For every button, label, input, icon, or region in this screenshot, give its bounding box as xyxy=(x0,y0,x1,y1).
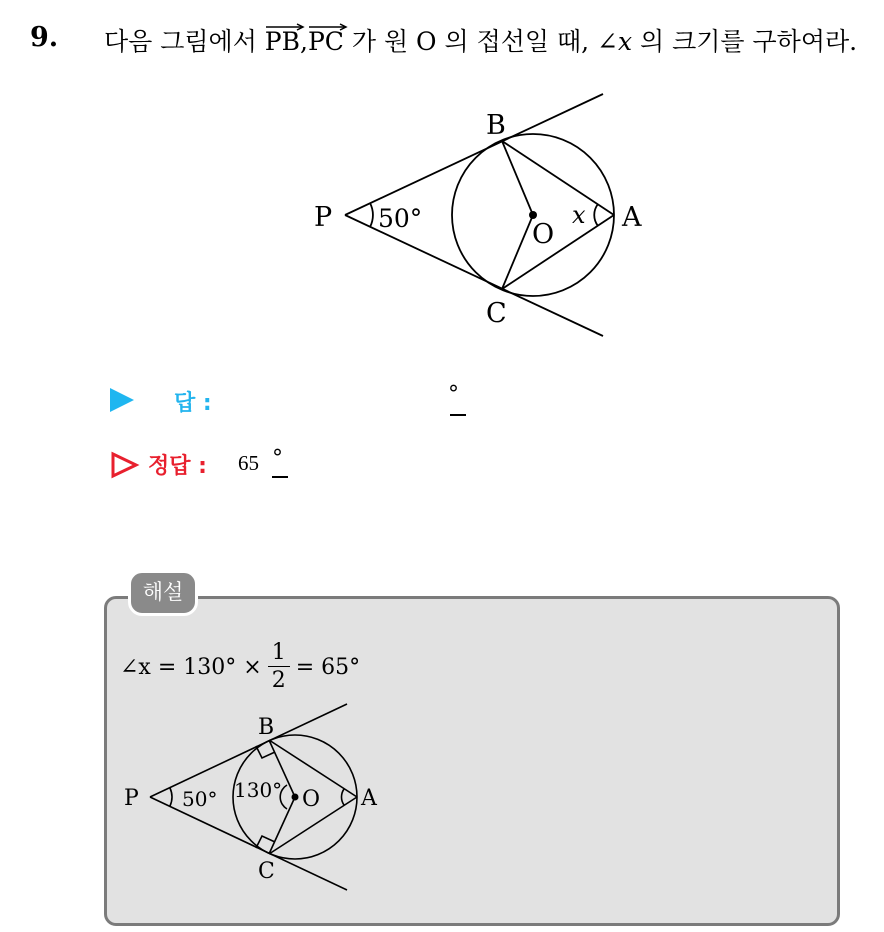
question-text-before: 다음 그림에서 xyxy=(104,27,265,56)
label-p-2: P xyxy=(124,786,139,811)
formula-rhs: = 65° xyxy=(295,655,361,680)
label-b-2: B xyxy=(258,715,275,740)
vector-arrow-icon xyxy=(308,23,348,31)
correct-answer-underline xyxy=(272,476,288,478)
question-text xyxy=(104,22,857,58)
vector-pc-label: PC xyxy=(307,27,344,56)
correct-arrow-icon xyxy=(110,451,140,479)
fraction xyxy=(268,640,290,695)
correct-answer-label: 정답 : xyxy=(148,454,207,479)
angle-a-arc xyxy=(594,204,598,226)
fraction-denominator: 2 xyxy=(271,668,286,693)
angle-p-arc-2 xyxy=(170,788,172,806)
label-angle-p-2: 50° xyxy=(182,787,218,811)
angle-expression: ∠x xyxy=(597,27,633,56)
label-p: P xyxy=(314,202,333,233)
tangent-circle-figure xyxy=(305,88,665,348)
label-o-2: O xyxy=(302,787,321,812)
answer-unit: ° xyxy=(448,382,459,407)
label-c: C xyxy=(486,298,507,329)
question-text-middle: 가 원 O 의 접선일 때, xyxy=(343,27,598,56)
answer-label: 답 : xyxy=(174,391,212,416)
label-a: A xyxy=(622,202,642,233)
label-angle-x: x xyxy=(572,201,586,229)
solution-figure xyxy=(118,700,418,900)
tangent-pc xyxy=(345,215,603,336)
label-angle-o: 130° xyxy=(234,778,283,802)
center-dot-2 xyxy=(292,794,299,801)
solution-formula xyxy=(120,640,360,695)
center-dot xyxy=(529,211,537,219)
answer-arrow-icon xyxy=(110,388,134,412)
vector-pc xyxy=(308,27,344,56)
label-angle-p: 50° xyxy=(378,204,423,233)
label-a-2: A xyxy=(361,786,377,811)
label-c-2: C xyxy=(258,859,275,884)
formula-lhs: ∠x = 130° × xyxy=(120,655,262,680)
correct-answer-value: 65 xyxy=(238,451,259,475)
question-number: 9. xyxy=(30,22,59,53)
vector-pb xyxy=(265,27,300,56)
correct-answer-unit: ° xyxy=(272,446,283,471)
solution-tab: 해설 xyxy=(128,570,198,616)
vector-arrow-icon xyxy=(265,23,305,31)
angle-p-arc xyxy=(370,203,373,227)
angle-a-arc-2 xyxy=(341,789,344,805)
fraction-numerator: 1 xyxy=(268,640,290,667)
label-b: B xyxy=(486,110,506,141)
question-comma: , xyxy=(300,27,308,56)
vector-pb-label: PB xyxy=(264,27,300,56)
label-o: O xyxy=(532,219,555,250)
answer-underline xyxy=(450,414,466,416)
question-text-after: 의 크기를 구하여라. xyxy=(632,27,858,56)
tangent-pb xyxy=(345,94,603,215)
